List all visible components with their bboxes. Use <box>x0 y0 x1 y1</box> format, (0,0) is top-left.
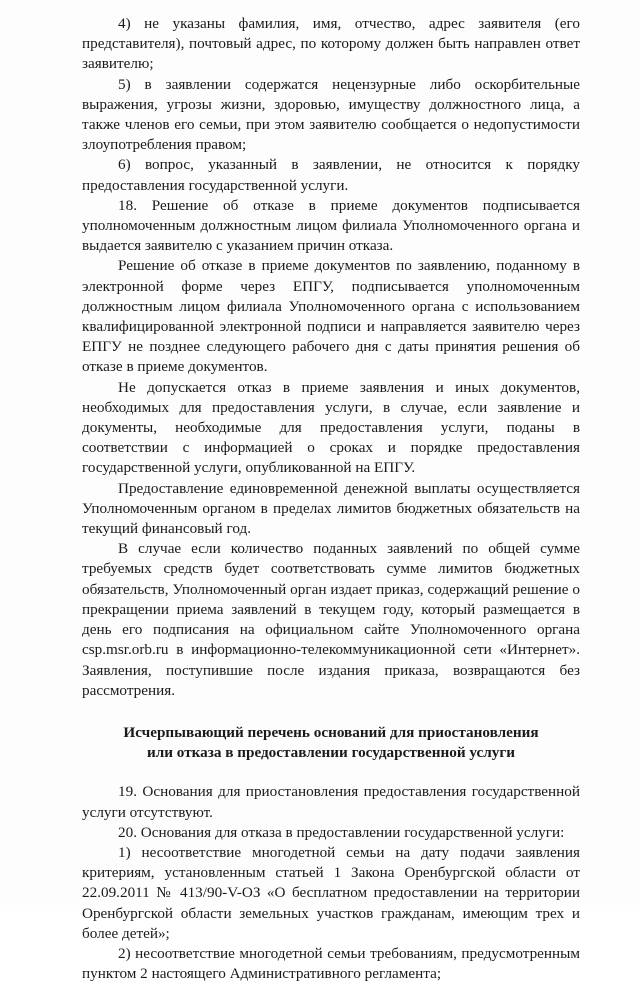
clause-18: 18. Решение об отказе в приеме документов подписывается уполномоченным должностным лицом филиала Уполномоченного органа и выдается заявителю с указанием причин отказа. <box>82 196 580 255</box>
list-item-5: 5) в заявлении содержатся нецензурные либо оскорбительные выражения, угрозы жизни, здоровью, имуществу должностного лица, а также членов его семьи, при этом заявителю сообщается о недопустимости злоупотребления правом; <box>82 75 580 154</box>
section-heading-line-1: Исчерпывающий перечень оснований для приостановления <box>123 723 539 741</box>
document-body <box>82 14 580 984</box>
refusal-reason-1: 1) несоответствие многодетной семьи на дату подачи заявления критериям, установленным статьей 1 Закона Оренбургской области от 22.09.2011 № 413/90-V-ОЗ «О бесплатном предоставлении на территории Оренбургской области земельных участков гражданам, имеющим трех и более детей»; <box>82 843 580 942</box>
refusal-reason-2: 2) несоответствие многодетной семьи требованиям, предусмотренным пунктом 2 настоящего Административного регламента; <box>82 944 580 983</box>
paragraph-epgu-refusal: Решение об отказе в приеме документов по заявлению, поданному в электронной форме через ЕПГУ, подписывается уполномоченным должностным лицом филиала Уполномоченного органа с использованием квалифицированной электронной подписи и направляется заявителю через ЕПГУ не позднее следующего рабочего дня с даты принятия решения об отказе в приеме документов. <box>82 257 580 376</box>
section-heading <box>82 723 580 763</box>
clause-20: 20. Основания для отказа в предоставлении государственной услуги: <box>118 823 565 841</box>
list-item-6: 6) вопрос, указанный в заявлении, не относится к порядку предоставления государственной услуги. <box>82 156 580 194</box>
paragraph-payment-limits: Предоставление единовременной денежной выплаты осуществляется Уполномоченным органом в пределах лимитов бюджетных обязательств на текущий финансовый год. <box>82 479 580 538</box>
clause-19: 19. Основания для приостановления предоставления государственной услуги отсутствуют. <box>82 783 580 821</box>
list-item-4: 4) не указаны фамилия, имя, отчество, адрес заявителя (его представителя), почтовый адрес, по которому должен быть направлен ответ заявителю; <box>82 15 580 73</box>
paragraph-refusal-not-allowed: Не допускается отказ в приеме заявления и иных документов, необходимых для предоставления услуги, в случае, если заявление и документы, необходимые для предоставления услуги, поданы в соответствии с информацией о сроках и порядке предоставления государственной услуги, опубликованной на ЕПГУ. <box>82 378 580 477</box>
section-heading-line-2: или отказа в предоставлении государственной услуги <box>146 744 515 762</box>
paragraph-application-stop: В случае если количество поданных заявлений по общей сумме требуемых средств будет соответствовать сумме лимитов бюджетных обязательств, Уполномоченный орган издает приказ, содержащий решение о прекращении приема заявлений в текущем году, который размещается в день его подписания на официальном сайте Уполномоченного органа csp.msr.orb.ru в информационно-телекоммуникационной сети «Интернет». Заявления, поступившие после издания приказа, возвращаются без рассмотрения. <box>82 540 580 699</box>
